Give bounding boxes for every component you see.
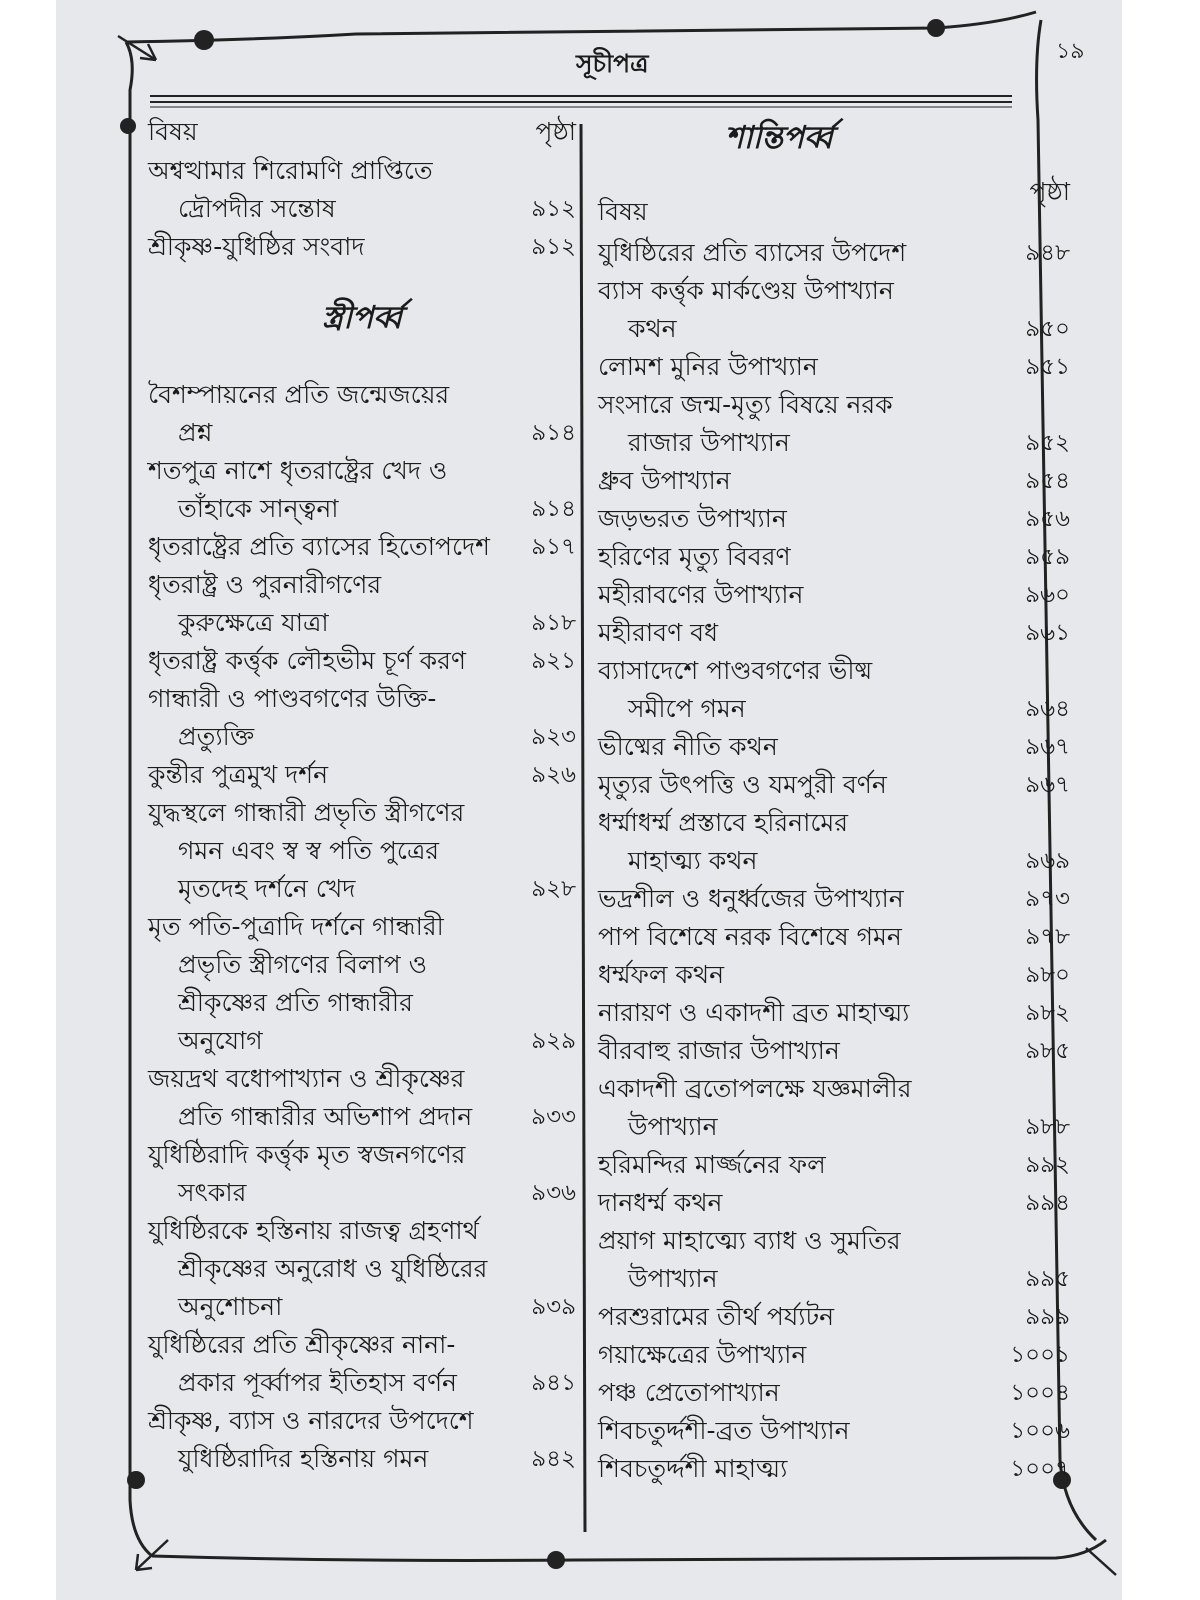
entry-title-line: প্রকার পূর্ব্বাপর ইতিহাস বর্ণন [178,1368,457,1397]
entry-title-line: প্রভৃতি স্ত্রীগণের বিলাপ ও [178,950,428,979]
entry-title-line: সৎকার [178,1178,247,1207]
toc-entry [598,500,1070,538]
toc-entry [148,376,576,452]
entry-page-number: ৯৯৯ [1025,1304,1070,1330]
entry-page-number: ৯২৩ [531,724,576,750]
toc-entry [148,1402,576,1478]
entry-title-line: যুধিষ্ঠিরের প্রতি ব্যাসের উপদেশ [598,238,907,267]
entry-title-line: মৃত পতি-পুত্রাদি দর্শনে গান্ধারী [148,912,444,941]
toc-entry [598,804,1070,880]
entry-title-line: ধৃতরাষ্ট্র কর্ত্তৃক লৌহভীম চূর্ণ করণ [148,646,467,675]
entry-page-number: ৯৩৬ [531,1180,576,1206]
entry-title-line: যুধিষ্ঠিরের প্রতি শ্রীকৃষ্ণের নানা- [148,1330,456,1359]
toc-entry [598,1032,1070,1070]
entry-title-line: শ্রীকৃষ্ণ, ব্যাস ও নারদের উপদেশে [148,1406,474,1435]
entry-page-number: ৯১২ [531,196,576,222]
entry-page-number: ৯৫১ [1025,354,1070,380]
entry-title-line: ভদ্রশীল ও ধনুর্ধ্বজের উপাখ্যান [598,884,904,913]
toc-entry [148,452,576,528]
entry-title-line: বীরবাহু রাজার উপাখ্যান [598,1036,840,1065]
entry-title-line: পঞ্চ প্রেতোপাখ্যান [598,1378,780,1407]
entry-page-number: ৯৮৮ [1025,1114,1070,1140]
entry-title-line: প্রত্যুক্তি [178,722,255,751]
entry-page-number: ৯৬৭ [1025,772,1070,798]
entry-title-line: একাদশী ব্রতোপলক্ষে যজ্ঞমালীর [598,1074,912,1103]
entry-page-number: ৯৩৩ [531,1104,576,1130]
entry-page-number: ৯৯৫ [1025,1266,1070,1292]
entry-page-number: ৯৬৯ [1025,848,1070,874]
toc-entry [148,1326,576,1402]
entry-title-line: কথন [628,314,677,343]
entry-title-line: অনুযোগ [178,1026,263,1055]
entry-title-line: প্রশ্ন [178,418,213,447]
page-title: সূচীপত্র [576,49,649,78]
entry-page-number: ৯১৭ [531,534,576,560]
subject-label: বিষয় [598,197,648,226]
toc-entry [598,348,1070,386]
entry-title-line: যুধিষ্ঠিরকে হস্তিনায় রাজত্ব গ্রহণার্থ [148,1216,479,1245]
toc-entry [148,794,576,908]
entry-title-line: উপাখ্যান [628,1112,718,1141]
entry-title-line: মহীরাবণের উপাখ্যান [598,580,804,609]
entry-page-number: ৯২৬ [531,762,576,788]
entry-page-number: ৯৯৪ [1025,1190,1070,1216]
entry-title-line: শ্রীকৃষ্ণ-যুধিষ্ঠির সংবাদ [148,232,365,261]
toc-entry [598,652,1070,728]
entry-title-line: জড়ভরত উপাখ্যান [598,504,787,533]
toc-entry [148,756,576,794]
entry-page-number: ৯৭৩ [1025,886,1070,912]
entry-title-line: যুদ্ধস্থলে গান্ধারী প্রভৃতি স্ত্রীগণের [148,798,465,827]
entry-page-number: ৯৫৪ [1025,468,1070,494]
entry-title-line: সমীপে গমন [628,694,746,723]
page-label: পৃষ্ঠা [1029,177,1070,206]
section-title-shanti-parva: শান্তিপর্ব্ব [725,120,833,156]
toc-entry [598,1374,1070,1412]
entry-title-line: ধৃতরাষ্ট্র ও পুরনারীগণের [148,570,382,599]
toc-entry [148,642,576,680]
entry-page-number: ৯৯২ [1025,1152,1070,1178]
toc-entry [598,1070,1070,1146]
entry-title-line: শিবচতুর্দ্দশী মাহাত্ম্য [598,1454,788,1483]
right-column [598,112,1070,1488]
entry-title-line: যুধিষ্ঠিরাদি কর্ত্তৃক মৃত স্বজনগণের [148,1140,466,1169]
toc-entry [598,766,1070,804]
entry-page-number: ৯৪৮ [1025,240,1070,266]
entry-title-line: অশ্বত্থামার শিরোমণি প্রাপ্তিতে [148,156,433,185]
entry-page-number: ৯২১ [531,648,576,674]
entry-page-number: ৯৩৯ [531,1294,576,1320]
entry-title-line: ব্যাসাদেশে পাণ্ডবগণের ভীষ্ম [598,656,873,685]
left-entries-before [148,152,576,266]
toc-entry [598,234,1070,272]
toc-entry [598,1298,1070,1336]
entry-page-number: ৯২৯ [531,1028,576,1054]
toc-entry [148,680,576,756]
entry-page-number: ৯৫৯ [1025,544,1070,570]
entry-title-line: দানধর্ম্ম কথন [598,1188,723,1217]
entry-page-number: ৯৮২ [1025,1000,1070,1026]
entry-page-number: ১০০৭ [1010,1456,1070,1482]
entry-page-number: ৯৬৭ [1025,734,1070,760]
toc-entry [148,1136,576,1212]
toc-entry [598,956,1070,994]
entry-title-line: হরিণের মৃত্যু বিবরণ [598,542,791,571]
entry-title-line: গমন এবং স্ব স্ব পতি পুত্রের [178,836,440,865]
toc-entry [598,1184,1070,1222]
entry-title-line: প্রতি গান্ধারীর অভিশাপ প্রদান [178,1102,473,1131]
entry-page-number: ৯৮৫ [1025,1038,1070,1064]
toc-entry [598,918,1070,956]
entry-title-line: জয়দ্রথ বধোপাখ্যান ও শ্রীকৃষ্ণের [148,1064,465,1093]
entry-title-line: লোমশ মুনির উপাখ্যান [598,352,818,381]
entry-title-line: শতপুত্র নাশে ধৃতরাষ্ট্রের খেদ ও [148,456,448,485]
toc-entry [598,576,1070,614]
entry-title-line: ধর্ম্মফল কথন [598,960,725,989]
entry-page-number: ১০০১ [1010,1342,1070,1368]
entry-title-line: মৃত্যুর উৎপত্তি ও যমপুরী বর্ণন [598,770,887,799]
right-column-header [598,172,1070,226]
entry-title-line: পাপ বিশেষে নরক বিশেষে গমন [598,922,902,951]
toc-entry [598,1336,1070,1374]
toc-entry [148,566,576,642]
entry-title-line: তাঁহাকে সান্ত্বনা [178,494,339,523]
entry-page-number: ৯১২ [531,234,576,260]
entry-title-line: গয়াক্ষেত্রের উপাখ্যান [598,1340,807,1369]
toc-entry [598,1412,1070,1450]
toc-entry [148,528,576,566]
entry-title-line: যুধিষ্ঠিরাদির হস্তিনায় গমন [178,1444,429,1473]
entry-page-number: ৯৮০ [1025,962,1070,988]
page-number: ১৯ [1056,39,1085,64]
entry-title-line: মাহাত্ম্য কথন [628,846,758,875]
entry-page-number: ৯৪২ [531,1446,576,1472]
entry-title-line: প্রয়াগ মাহাত্ম্যে ব্যাধ ও সুমতির [598,1226,901,1255]
entry-title-line: দ্রৌপদীর সন্তোষ [178,194,336,223]
entry-page-number: ৯২৮ [531,876,576,902]
toc-entry [598,386,1070,462]
toc-entry [148,1060,576,1136]
toc-entry [598,462,1070,500]
left-column [148,112,576,1478]
toc-entry [598,1146,1070,1184]
entry-title-line: অনুশোচনা [178,1292,283,1321]
toc-entry [148,228,576,266]
subject-label: বিষয় [148,117,198,146]
entry-title-line: হরিমন্দির মার্জ্জনের ফল [598,1150,826,1179]
left-entries [148,376,576,1478]
toc-entry [148,908,576,1060]
entry-title-line: কুরুক্ষেত্রে যাত্রা [178,608,329,637]
entry-title-line: উপাখ্যান [628,1264,718,1293]
entry-title-line: ধৃতরাষ্ট্রের প্রতি ব্যাসের হিতোপদেশ [148,532,490,561]
entry-page-number: ৯১৪ [531,496,576,522]
entry-page-number: ৯৫২ [1025,430,1070,456]
entry-title-line: ভীষ্মের নীতি কথন [598,732,778,761]
toc-entry [598,994,1070,1032]
entry-page-number: ৯১৪ [531,420,576,446]
entry-page-number: ৯৭৮ [1025,924,1070,950]
entry-title-line: পরশুরামের তীর্থ পর্য্যটন [598,1302,835,1331]
entry-title-line: বৈশম্পায়নের প্রতি জন্মেজয়ের [148,380,450,409]
entry-title-line: সংসারে জন্ম-মৃত্যু বিষয়ে নরক [598,390,893,419]
section-title-stri-parva: স্ত্রীপর্ব্ব [321,300,403,336]
entry-title-line: কুন্তীর পুত্রমুখ দর্শন [148,760,329,789]
entry-page-number: ৯৬০ [1025,582,1070,608]
entry-title-line: শ্রীকৃষ্ণের প্রতি গান্ধারীর [178,988,413,1017]
toc-entry [598,728,1070,766]
entry-title-line: ধর্ম্মাধর্ম্ম প্রস্তাবে হরিনামের [598,808,849,837]
entry-title-line: ব্যাস কর্ত্তৃক মার্কণ্ডেয় উপাখ্যান [598,276,894,305]
toc-entry [148,1212,576,1326]
entry-page-number: ১০০৪ [1010,1380,1070,1406]
entry-title-line: নারায়ণ ও একাদশী ব্রত মাহাত্ম্য [598,998,910,1027]
toc-entry [598,538,1070,576]
right-entries [598,234,1070,1488]
entry-page-number: ৯৫০ [1025,316,1070,342]
entry-page-number: ৯৬৪ [1025,696,1070,722]
entry-page-number: ১০০৬ [1010,1418,1070,1444]
entry-title-line: ধ্রুব উপাখ্যান [598,466,731,495]
entry-title-line: গান্ধারী ও পাণ্ডবগণের উক্তি- [148,684,437,713]
entry-page-number: ৯৫৬ [1025,506,1070,532]
toc-entry [598,1222,1070,1298]
entry-page-number: ৯১৮ [531,610,576,636]
page-label: পৃষ্ঠা [535,117,576,146]
entry-title-line: শ্রীকৃষ্ণের অনুরোধ ও যুধিষ্ঠিরের [178,1254,488,1283]
entry-title-line: রাজার উপাখ্যান [628,428,790,457]
entry-title-line: মৃতদেহ দর্শনে খেদ [178,874,356,903]
entry-page-number: ৯৬১ [1025,620,1070,646]
entry-title-line: মহীরাবণ বধ [598,618,719,647]
toc-entry [598,1450,1070,1488]
toc-entry [598,272,1070,348]
entry-page-number: ৯৪১ [531,1370,576,1396]
toc-entry [598,880,1070,918]
toc-entry [598,614,1070,652]
entry-title-line: শিবচতুর্দ্দশী-ব্রত উপাখ্যান [598,1416,850,1445]
